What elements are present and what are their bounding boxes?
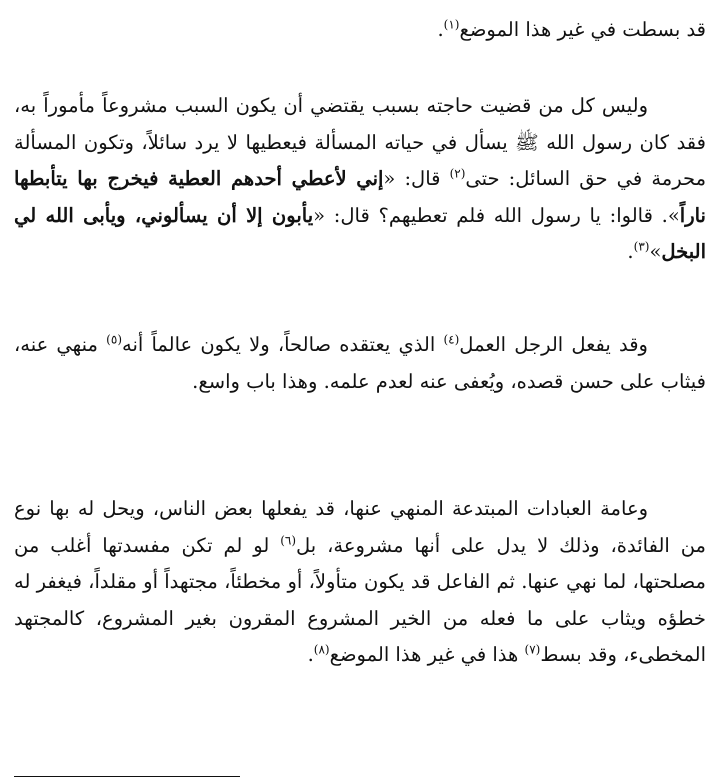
text: . bbox=[307, 643, 314, 666]
text: وعامة العبادات المبتدعة المنهي عنها، قد يفعلها بعض الناس، ويحل له بها نوع من الفائدة، وذلك لا يدل على أنها مشروعة، بل bbox=[14, 497, 706, 557]
footnote-marker: (١) bbox=[443, 17, 460, 32]
footnote-marker: (٨) bbox=[313, 642, 330, 657]
footnote-marker: (٦) bbox=[280, 533, 297, 547]
hadith-quote: إني لأعطي أحدهم العطية فيخرج بها يتأبطها ناراً bbox=[14, 167, 706, 227]
text: . bbox=[437, 18, 444, 41]
text: منهي عنه، فيثاب على حسن قصده، ويُعفى عنه لعدم علمه. وهذا باب واسع. bbox=[14, 333, 706, 393]
text: لو لم تكن مفسدتها أغلب من مصلحتها، لما نهي عنها. ثم الفاعل قد يكون متأولاً، أو مخطئاً، مجتهداً أو مقلداً، فيغفر له خطؤه ويثاب على ما فعله من الخير المشروع المقرون بغير المشروع، كالمجتهد المخطىء، وقد بسط bbox=[14, 533, 706, 666]
footnote-marker: (٣) bbox=[633, 239, 650, 254]
text: » bbox=[649, 240, 662, 263]
text: . bbox=[627, 240, 634, 263]
text: الذي يعتقده صالحاً، ولا يكون عالماً أنه bbox=[122, 333, 444, 356]
paragraph-3 bbox=[14, 327, 706, 400]
paragraph-4 bbox=[14, 491, 706, 674]
text: وليس كل من قضيت حاجته بسبب يقتضي أن يكون السبب مشروعاً مأموراً به، فقد كان رسول الله ﷺ يسأل في حياته المسألة فيعطيها لا يرد سائلاً، وتكون المسألة محرمة في حق السائل: حتى bbox=[14, 94, 707, 190]
text: هذا في غير هذا الموضع bbox=[329, 643, 525, 666]
paragraph-1 bbox=[14, 12, 706, 49]
footnote-marker: (٤) bbox=[443, 332, 460, 347]
hadith-quote: يأبون إلا أن يسألوني، ويأبى الله لي البخل bbox=[14, 203, 706, 263]
text: وقد يفعل الرجل العمل bbox=[459, 333, 648, 356]
footnote-marker: (٥) bbox=[106, 332, 122, 347]
footnote-marker: (٢) bbox=[449, 166, 466, 181]
footnote-separator-rule bbox=[14, 776, 240, 777]
text: ». قالوا: يا رسول الله فلم تعطيهم؟ قال: « bbox=[313, 203, 680, 227]
text: قد بسطت في غير هذا الموضع bbox=[459, 18, 706, 41]
footnote-marker: (٧) bbox=[524, 642, 541, 657]
text: قال: « bbox=[383, 167, 450, 190]
paragraph-2 bbox=[14, 88, 706, 271]
